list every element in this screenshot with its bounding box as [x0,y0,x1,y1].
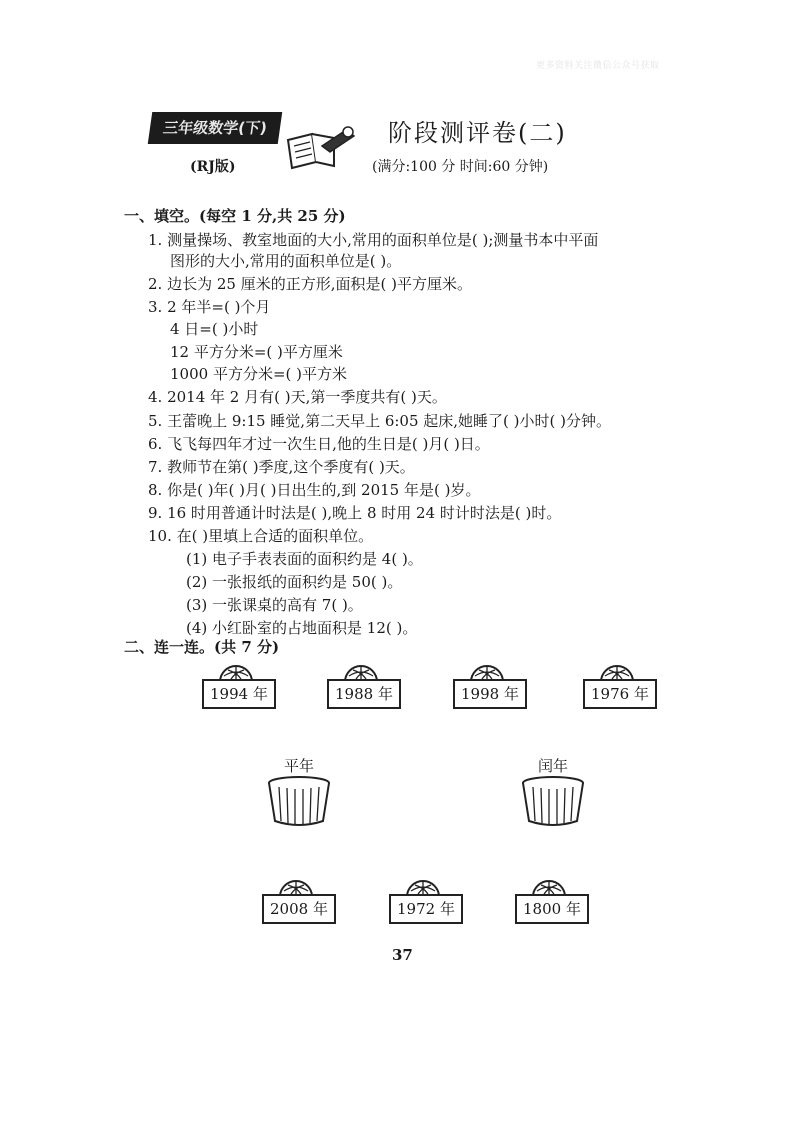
year-tag-1972[interactable] [389,871,459,929]
question-line: (1) 电子手表表面的面积约是 4( )。 [186,550,423,568]
year-tag-1988[interactable] [327,656,397,714]
question-line: 4. 2014 年 2 月有( )天,第一季度共有( )天。 [148,388,447,406]
year-label: 1998 年 [453,679,527,709]
question-line: 9. 16 时用普通计时法是( ),晚上 8 时用 24 时计时法是( )时。 [148,504,562,522]
basket-label: 闰年 [537,757,568,775]
question-line: 8. 你是( )年( )月( )日出生的,到 2015 年是( )岁。 [148,481,481,499]
question-line: 12 平方分米=( )平方厘米 [170,343,343,361]
page-number: 37 [392,946,413,964]
question-line: 图形的大小,常用的面积单位是( )。 [170,252,402,270]
year-tag-1994[interactable] [202,656,272,714]
score-time-info: (满分:100 分 时间:60 分钟) [372,159,549,175]
basket-icon [520,775,586,827]
year-label: 1988 年 [327,679,401,709]
section-heading-fill-blank: 一、填空。(每空 1 分,共 25 分) [124,207,346,225]
year-tag-1800[interactable] [515,871,585,929]
year-tag-1976[interactable] [583,656,653,714]
question-line: (4) 小红卧室的占地面积是 12( )。 [186,619,418,637]
question-line: 7. 教师节在第( )季度,这个季度有( )天。 [148,458,415,476]
year-label: 1976 年 [583,679,657,709]
year-label: 1972 年 [389,894,463,924]
question-line: (2) 一张报纸的面积约是 50( )。 [186,573,403,591]
year-tag-2008[interactable] [262,871,332,929]
question-line: 2. 边长为 25 厘米的正方形,面积是( )平方厘米。 [148,275,472,293]
basket-common-year[interactable] [254,755,344,829]
grade-badge: 三年级数学(下) [148,112,282,144]
question-line: 10. 在( )里填上合适的面积单位。 [148,527,374,545]
basket-label: 平年 [283,757,314,775]
question-line: 4 日=( )小时 [170,320,259,338]
question-line: 6. 飞飞每四年才过一次生日,他的生日是( )月( )日。 [148,435,490,453]
year-label: 1800 年 [515,894,589,924]
year-label: 1994 年 [202,679,276,709]
page-title: 阶段测评卷(二) [388,119,567,147]
book-pen-icon [282,122,362,176]
section-heading-matching: 二、连一连。(共 7 分) [124,638,280,656]
year-label: 2008 年 [262,894,336,924]
question-line: (3) 一张课桌的高有 7( )。 [186,596,363,614]
basket-leap-year[interactable] [508,755,598,829]
watermark: 更多资料关注微信公众号获取 [536,61,660,71]
edition-label: (RJ版) [190,159,236,175]
question-line: 1. 测量操场、教室地面的大小,常用的面积单位是( );测量书本中平面 [148,231,599,249]
basket-icon [266,775,332,827]
question-line: 1000 平方分米=( )平方米 [170,365,347,383]
question-line: 5. 王蕾晚上 9:15 睡觉,第二天早上 6:05 起床,她睡了( )小时( )分钟。 [148,412,612,430]
question-line: 3. 2 年半=( )个月 [148,298,271,316]
year-tag-1998[interactable] [453,656,523,714]
